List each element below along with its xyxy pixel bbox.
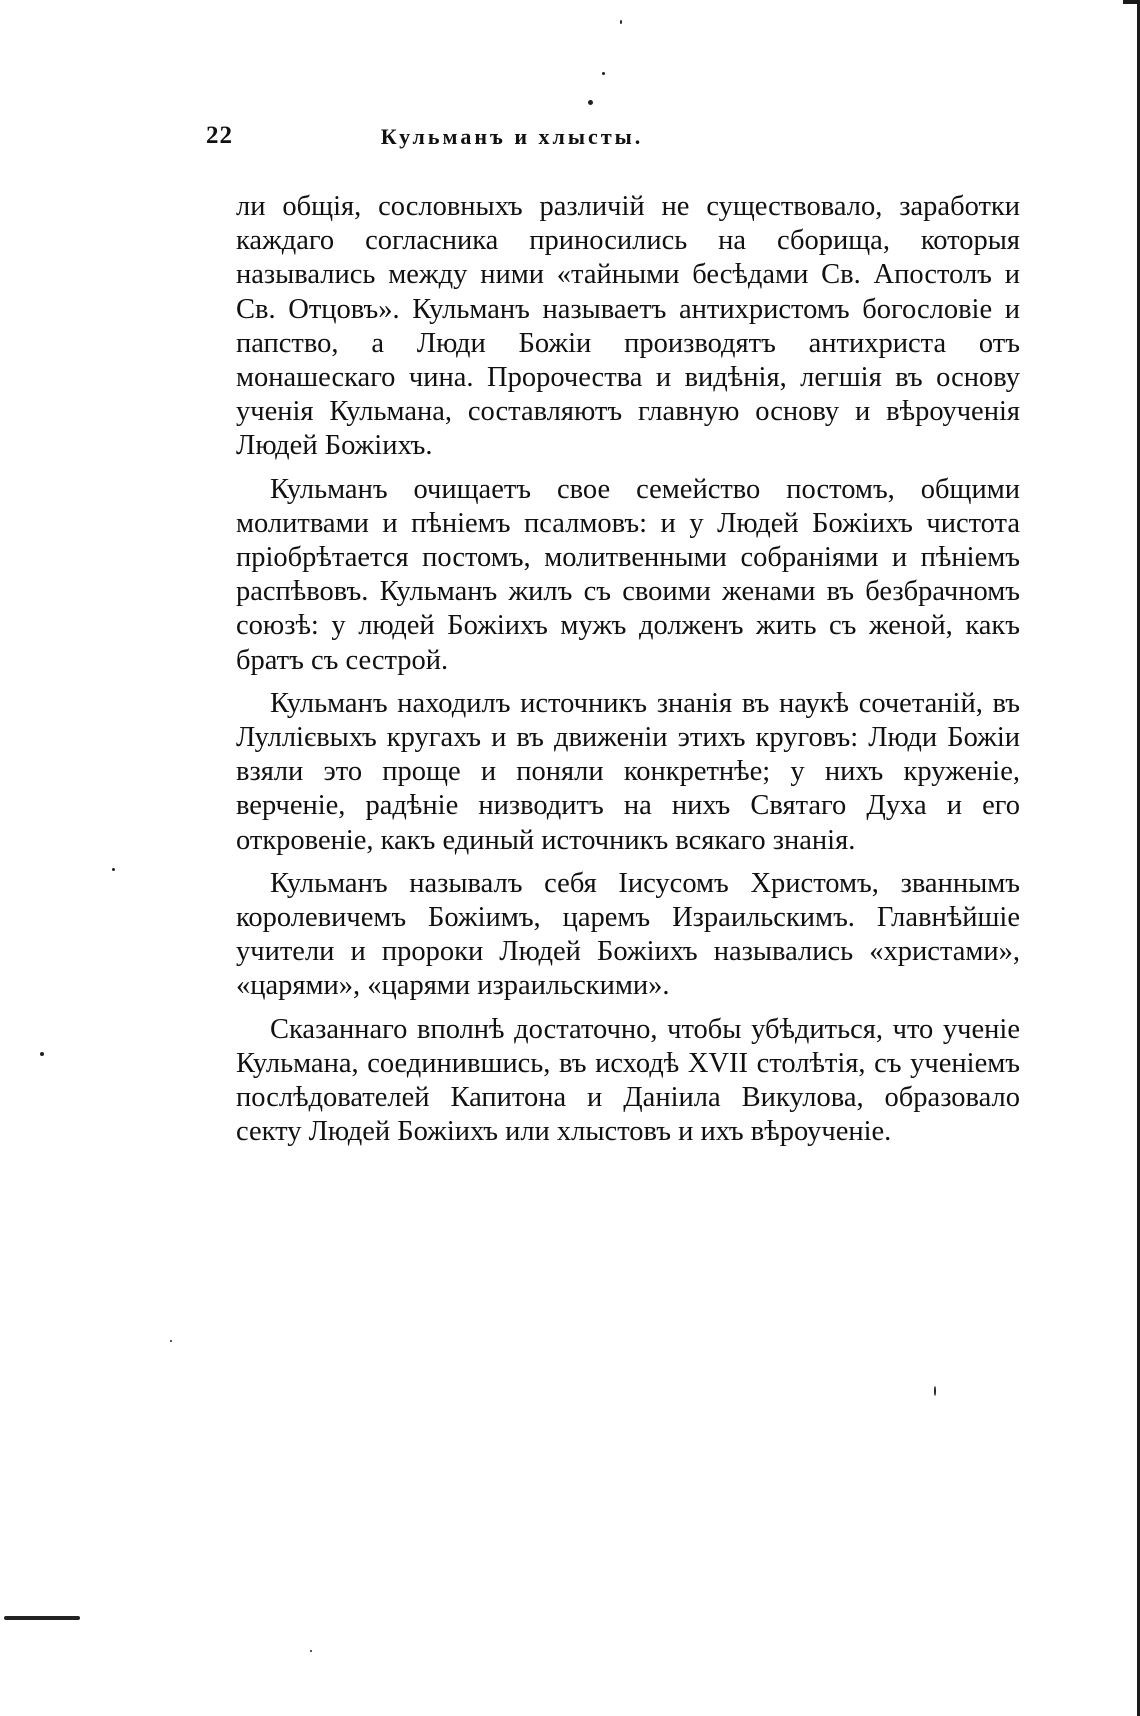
page-header — [206, 122, 758, 156]
paragraph-4: Кульманъ называлъ себя Іисусомъ Христомъ, званнымъ королевичемъ Божіимъ, царемъ Израильскимъ. Главнѣйшіе учители и пророки Людей Божіихъ назывались «христами», «царями», «царями израильскими». — [236, 867, 1020, 1002]
scan-speck — [934, 1386, 936, 1396]
scan-margin-mark — [4, 1616, 80, 1620]
paragraph-2: Кульманъ очищаетъ свое семейство постомъ, общими молитвами и пѣніемъ псалмовъ: и у Людей Божіихъ чистота пріобрѣтается постомъ, молитвенными собраніями и пѣніемъ распѣвовъ. Кульманъ жилъ съ своими женами въ безбрачномъ союзѣ: у людей Божіихъ мужъ долженъ жить съ женой, какъ братъ съ сестрой. — [236, 473, 1020, 676]
scan-speck — [310, 1650, 312, 1652]
paragraph-3: Кульманъ находилъ источникъ знанія въ наукѣ сочетаній, въ Луллієвыхъ кругахъ и въ движеніи этихъ круговъ: Люди Божіи взяли это проще и поняли конкретнѣе; у нихъ круженіе, верченіе, радѣніе низводитъ на нихъ Святаго Духа и его откровеніе, какъ единый источникъ всякаго знанія. — [236, 687, 1020, 856]
page-edge-corner — [1123, 0, 1137, 4]
scan-speck — [620, 20, 622, 24]
scan-speck — [170, 1340, 172, 1342]
body-text — [236, 190, 1020, 1158]
running-title: Кульманъ и хлысты. — [380, 124, 644, 149]
scan-speck — [40, 1052, 44, 1056]
scan-speck — [602, 72, 605, 75]
paragraph-1: ли общія, сословныхъ различій не существовало, заработки каждаго согласника приносились на сборища, которыя назывались между ними «тайными бесѣдами Св. Апостолъ и Св. Отцовъ». Кульманъ называетъ антихристомъ богословіе и папство, а Люди Божіи производятъ антихриста отъ монашескаго чина. Пророчества и видѣнія, легшія въ основу ученія Кульмана, составляютъ главную основу и вѣроученія Людей Божіихъ. — [236, 191, 1020, 462]
page-number: 22 — [206, 122, 233, 149]
scan-speck — [112, 868, 115, 871]
scan-speck — [588, 100, 593, 105]
paragraph-5: Сказаннаго вполнѣ достаточно, чтобы убѣдиться, что ученіе Кульмана, соединившись, въ исходѣ XVII столѣтія, съ ученіемъ послѣдователей Капитона и Даніила Викулова, образовало секту Людей Божіихъ или хлыстовъ и ихъ вѣроученіе. — [236, 1013, 1020, 1148]
